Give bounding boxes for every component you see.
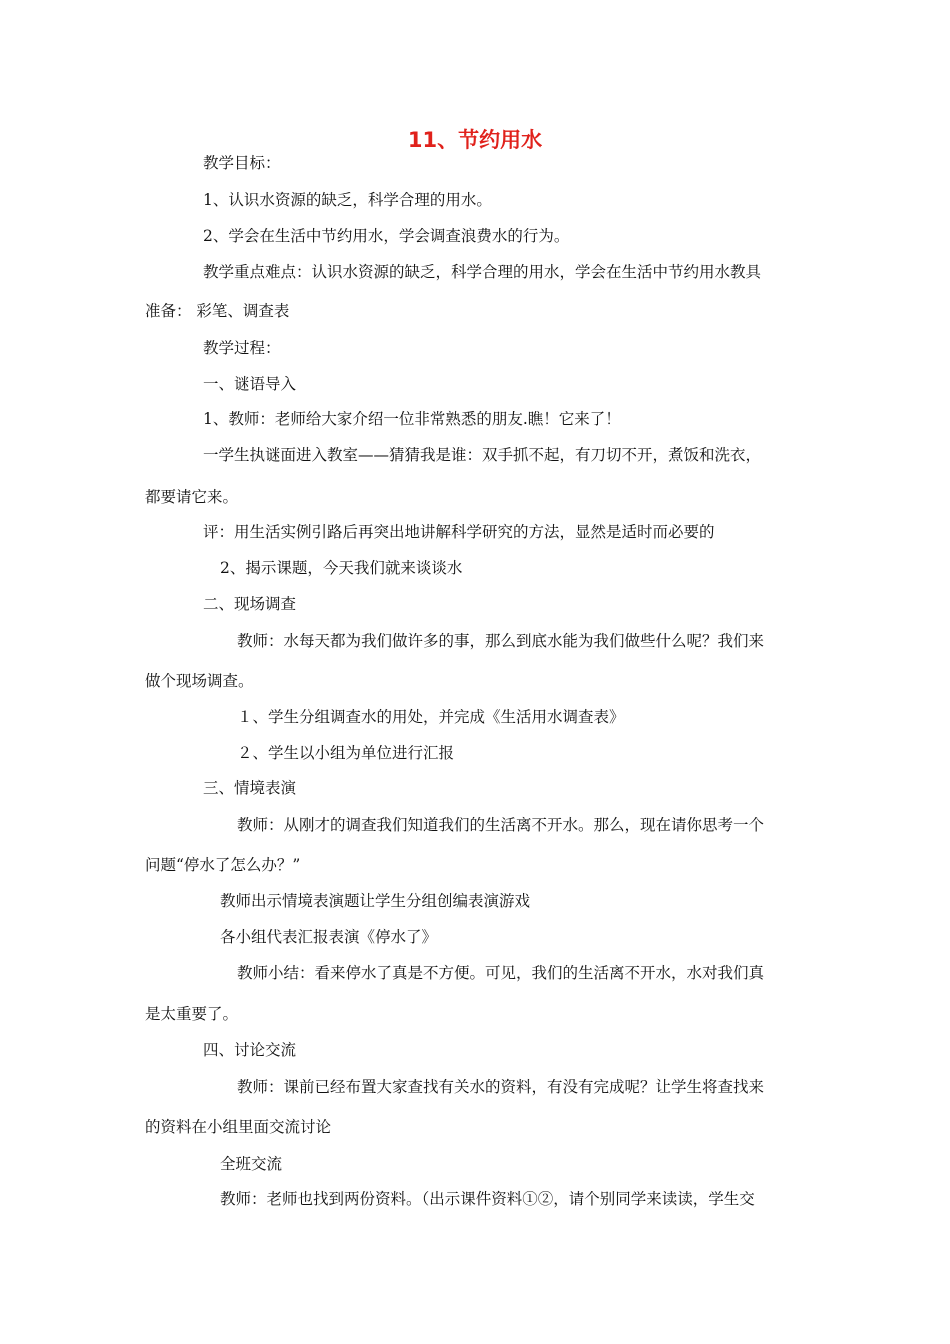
paragraph-line: 准备： 彩笔、调查表	[145, 302, 290, 320]
paragraph-line: 教师出示情境表演题让学生分组创编表演游戏	[220, 892, 531, 910]
paragraph-line: 1、教师：老师给大家介绍一位非常熟悉的朋友.瞧！它来了！	[203, 410, 621, 428]
paragraph-line: 各小组代表汇报表演《停水了》	[220, 928, 438, 946]
paragraph-line: 问题“停水了怎么办？”	[145, 856, 301, 874]
paragraph-line: 1、认识水资源的缺乏，科学合理的用水。	[203, 191, 492, 209]
paragraph-line: 教师：从刚才的调查我们知道我们的生活离不开水。那么，现在请你思考一个	[237, 816, 765, 834]
paragraph-line: 全班交流	[220, 1155, 283, 1173]
paragraph-line: 2、学会在生活中节约用水，学会调查浪费水的行为。	[203, 227, 570, 245]
section-heading: 二、现场调查	[203, 595, 297, 613]
section-heading: 教学目标：	[203, 154, 281, 172]
section-heading: 教学过程：	[203, 339, 281, 357]
paragraph-line: 都要请它来。	[145, 488, 239, 506]
paragraph-line: 教师小结：看来停水了真是不方便。可见，我们的生活离不开水，水对我们真	[237, 964, 765, 982]
paragraph-line: 是太重要了。	[145, 1005, 239, 1023]
paragraph-line: １、学生分组调查水的用处，并完成《生活用水调查表》	[237, 708, 625, 726]
paragraph-line: 一学生执谜面进入教室——猜猜我是谁：双手抓不起，有刀切不开，煮饭和洗衣，	[203, 446, 762, 464]
paragraph-line: 2、揭示课题，今天我们就来谈谈水	[220, 559, 463, 577]
paragraph-line: 评：用生活实例引路后再突出地讲解科学研究的方法，显然是适时而必要的	[203, 523, 715, 541]
section-heading: 三、情境表演	[203, 779, 297, 797]
paragraph-line: 教学重点难点：认识水资源的缺乏，科学合理的用水，学会在生活中节约用水教具	[203, 263, 762, 281]
section-heading: 四、讨论交流	[203, 1041, 297, 1059]
paragraph-line: ２、学生以小组为单位进行汇报	[237, 744, 455, 762]
section-heading: 一、谜语导入	[203, 375, 297, 393]
paragraph-line: 教师：老师也找到两份资料。（出示课件资料①②，请个别同学来读读，学生交	[220, 1190, 755, 1208]
document-title: 11、节约用水	[407, 128, 543, 152]
paragraph-line: 的资料在小组里面交流讨论	[145, 1118, 332, 1136]
paragraph-line: 做个现场调查。	[145, 672, 254, 690]
paragraph-line: 教师：课前已经布置大家查找有关水的资料，有没有完成呢？让学生将查找来	[237, 1078, 765, 1096]
paragraph-line: 教师：水每天都为我们做许多的事，那么到底水能为我们做些什么呢？我们来	[237, 632, 765, 650]
